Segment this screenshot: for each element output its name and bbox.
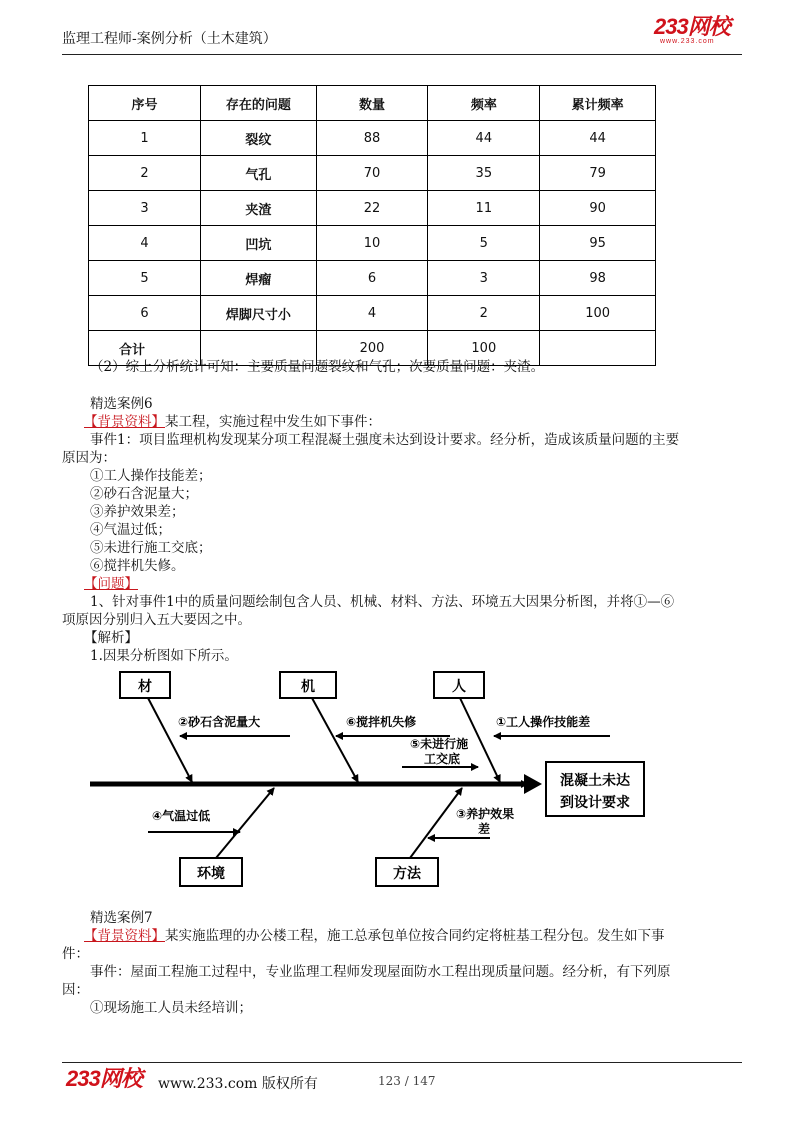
case7-cause: ①现场施工人员未经培训； (90, 1000, 252, 1016)
document-header-title: 监理工程师-案例分析（土木建筑） (62, 31, 277, 47)
cause-label-briefing-line1: ⑤未进行施 (410, 737, 469, 751)
summary-paragraph: （2）综上分析统计可知：主要质量问题裂纹和气孔；次要质量问题：夹渣。 (90, 359, 545, 375)
analysis-label: 【解析】 (84, 630, 138, 646)
col-header-quantity: 数量 (316, 86, 428, 121)
case6-event-cont: 原因为： (62, 450, 116, 466)
cell-cumulative: 79 (540, 156, 656, 191)
cell-quantity: 22 (316, 191, 428, 226)
background-label: 【背景资料】 (84, 414, 165, 430)
footer-copyright: www.233.com 版权所有 (158, 1076, 318, 1092)
cell-problem: 气孔 (201, 156, 317, 191)
cause-label-briefing-line2: 工交底 (424, 752, 461, 766)
cell-cumulative: 100 (540, 296, 656, 331)
case6-title: 精选案例6 (90, 396, 153, 412)
cause-item: ①工人操作技能差； (90, 468, 212, 484)
page-number: 123 / 147 (378, 1074, 436, 1088)
case6-background-text: 某工程，实施过程中发生如下事件： (165, 414, 381, 430)
category-label-method: 方法 (393, 866, 421, 882)
cell-cumulative: 95 (540, 226, 656, 261)
case6-background (84, 413, 381, 431)
background-label: 【背景资料】 (84, 928, 165, 944)
cell-frequency: 2 (428, 296, 540, 331)
category-label-material: 材 (138, 679, 152, 695)
category-label-people: 人 (452, 679, 466, 695)
table-row (89, 121, 656, 156)
question-label: 【问题】 (84, 576, 138, 592)
cell-frequency: 5 (428, 226, 540, 261)
cell-total-cumulative (540, 331, 656, 366)
case7-background (84, 927, 665, 945)
cell-cumulative: 98 (540, 261, 656, 296)
cell-seq: 2 (89, 156, 201, 191)
cell-frequency: 3 (428, 261, 540, 296)
cause-label-worker: ①工人操作技能差 (496, 715, 591, 729)
cell-quantity: 4 (316, 296, 428, 331)
cell-seq: 1 (89, 121, 201, 156)
cell-seq: 3 (89, 191, 201, 226)
cell-problem: 焊脚尺寸小 (201, 296, 317, 331)
cell-frequency: 35 (428, 156, 540, 191)
defect-statistics-table (88, 85, 656, 366)
header-divider (62, 54, 742, 55)
result-text-line2: 到设计要求 (560, 795, 630, 811)
table-header-row (89, 86, 656, 121)
brand-logo-text: 233网校 (654, 14, 730, 39)
footer-logo-text: 233网校 (66, 1066, 142, 1091)
cell-cumulative: 44 (540, 121, 656, 156)
case7-background-text: 某实施监理的办公楼工程，施工总承包单位按合同约定将桩基工程分包。发生如下事 (165, 928, 665, 944)
bone-machine (312, 698, 358, 782)
cause-label-temperature: ④气温过低 (152, 809, 211, 823)
category-label-machine: 机 (301, 679, 315, 695)
cause-item: ⑥搅拌机失修。 (90, 558, 185, 574)
table-row (89, 226, 656, 261)
cell-frequency: 11 (428, 191, 540, 226)
table-row (89, 296, 656, 331)
cause-item: ②砂石含泥量大； (90, 486, 198, 502)
brand-logo-url: www.233.com (660, 38, 715, 45)
cell-total-quantity: 200 (316, 331, 428, 366)
cell-total-frequency: 100 (428, 331, 540, 366)
table-row (89, 191, 656, 226)
question-text-cont: 项原因分别归入五大要因之中。 (62, 612, 251, 628)
bone-method (410, 788, 462, 858)
cell-seq: 5 (89, 261, 201, 296)
analysis-text: 1.因果分析图如下所示。 (90, 648, 238, 664)
col-header-problem: 存在的问题 (201, 86, 317, 121)
cause-label-curing-line1: ③养护效果 (456, 807, 515, 821)
cause-label-curing-line2: 差 (478, 822, 491, 836)
cause-item: ⑤未进行施工交底； (90, 540, 212, 556)
case6-event: 事件1：项目监理机构发现某分项工程混凝土强度未达到设计要求。经分析，造成该质量问题的主要 (90, 432, 680, 448)
cause-label-mixer: ⑥搅拌机失修 (346, 715, 417, 729)
cause-item: ④气温过低； (90, 522, 171, 538)
cell-problem: 裂纹 (201, 121, 317, 156)
table-row (89, 156, 656, 191)
case7-event: 事件：屋面工程施工过程中，专业监理工程师发现屋面防水工程出现质量问题。经分析，有下列原 (90, 964, 671, 980)
cell-frequency: 44 (428, 121, 540, 156)
table-row (89, 261, 656, 296)
bone-environment (216, 788, 274, 858)
category-label-environment: 环境 (197, 866, 225, 882)
cell-total-label: 合计 (89, 331, 201, 366)
cause-label-sand: ②砂石含泥量大 (178, 715, 261, 729)
brand-logo[interactable] (654, 16, 744, 48)
bone-material (148, 698, 192, 782)
case7-event-cont: 因： (62, 982, 89, 998)
cell-quantity: 88 (316, 121, 428, 156)
cell-problem: 凹坑 (201, 226, 317, 261)
cell-cumulative: 90 (540, 191, 656, 226)
cell-problem: 焊瘤 (201, 261, 317, 296)
cell-seq: 6 (89, 296, 201, 331)
col-header-cumulative: 累计频率 (540, 86, 656, 121)
cause-item: ③养护效果差； (90, 504, 185, 520)
case7-background-cont: 件： (62, 946, 89, 962)
col-header-seq: 序号 (89, 86, 201, 121)
cell-quantity: 70 (316, 156, 428, 191)
cell-problem: 夹渣 (201, 191, 317, 226)
col-header-frequency: 频率 (428, 86, 540, 121)
case7-title: 精选案例7 (90, 910, 153, 926)
footer-logo[interactable] (66, 1068, 142, 1090)
cell-seq: 4 (89, 226, 201, 261)
spine-arrow-head (524, 774, 542, 794)
fishbone-diagram (80, 660, 660, 890)
cell-quantity: 6 (316, 261, 428, 296)
question-text: 1、针对事件1中的质量问题绘制包含人员、机械、材料、方法、环境五大因果分析图，并将①—⑥ (90, 594, 675, 610)
footer-divider (62, 1062, 742, 1063)
cell-quantity: 10 (316, 226, 428, 261)
result-text-line1: 混凝土未达 (560, 773, 630, 789)
